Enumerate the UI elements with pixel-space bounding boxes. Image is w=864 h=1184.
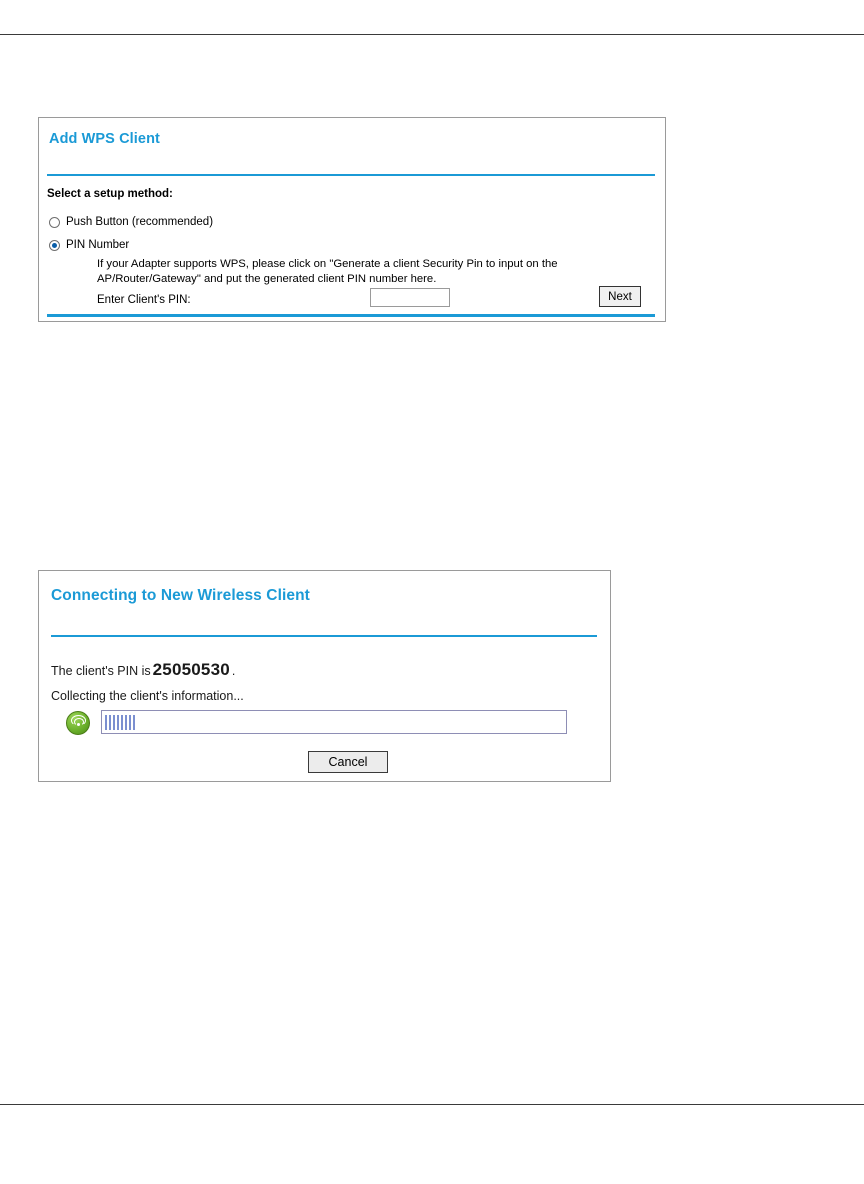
title-divider	[51, 635, 597, 637]
client-pin-suffix: .	[231, 664, 236, 678]
progress-bar-fill	[105, 715, 135, 730]
client-pin-input[interactable]	[370, 288, 450, 307]
setup-method-label: Select a setup method:	[47, 188, 173, 200]
cancel-button[interactable]: Cancel	[308, 751, 388, 773]
pin-help-text: If your Adapter supports WPS, please click on "Generate a client Security Pin to input on the AP/Router/Gateway" and put the generated client PIN number here.	[97, 258, 558, 285]
wps-dot	[77, 723, 80, 726]
radio-pin-number-icon[interactable]	[49, 240, 60, 251]
radio-pin-number-label: PIN Number	[66, 239, 130, 251]
radio-option-push-button[interactable]	[49, 216, 213, 229]
title-divider	[47, 174, 655, 176]
page-bottom-rule	[0, 1104, 864, 1105]
client-pin-value: 25050530	[152, 660, 230, 679]
client-pin-line	[51, 660, 235, 680]
page-top-rule	[0, 34, 864, 35]
collecting-status-text: Collecting the client's information...	[51, 689, 244, 703]
radio-push-button-label: Push Button (recommended)	[66, 216, 214, 228]
radio-push-button-icon[interactable]	[49, 217, 60, 228]
radio-option-pin-number[interactable]	[49, 239, 129, 252]
next-button[interactable]: Next	[599, 286, 641, 307]
dialog-bottom-accent-bar	[47, 314, 655, 317]
pin-entry-label: Enter Client's PIN:	[97, 294, 191, 306]
connecting-dialog-title: Connecting to New Wireless Client	[51, 587, 310, 604]
wps-logo-icon	[66, 711, 90, 735]
client-pin-prefix: The client's PIN is	[51, 664, 151, 678]
progress-bar	[101, 710, 567, 734]
add-wps-client-dialog	[38, 117, 666, 322]
add-wps-client-title: Add WPS Client	[49, 131, 160, 147]
connecting-dialog	[38, 570, 611, 782]
